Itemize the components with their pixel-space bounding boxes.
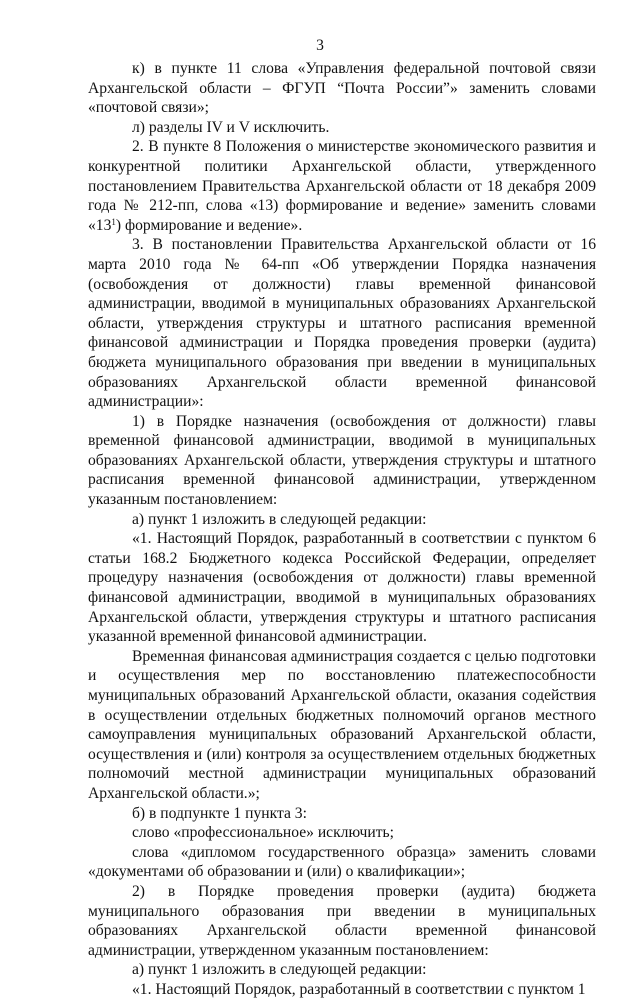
paragraph-section-2-tail: ) формирование и ведение». bbox=[115, 216, 303, 234]
paragraph-item-a: а) пункт 1 изложить в следующей редакции: bbox=[132, 510, 427, 528]
paragraph-item-k: к) в пункте 11 слова «Управления федеральной почтовой связи Архангельской области – ФГУП “Почта России”» заменить словами «почтовой связи»; bbox=[88, 60, 596, 117]
paragraph-quote-point-1: «1. Настоящий Порядок, разработанный в соответствии с пунктом 6 статьи 168.2 Бюджетного кодекса Российской Федерации, определяет процедуру назначения (освобождения от должности) главы временной финансовой администрации, вводимой в муниципальных образованиях Архангельской области, утверждения структуры и штатного расписания указанной временной финансовой администрации. bbox=[88, 530, 596, 646]
paragraph-item-a-2: а) пункт 1 изложить в следующей редакции: bbox=[132, 961, 427, 979]
document-body bbox=[88, 59, 596, 1000]
paragraph-quote-point-1-2: «1. Настоящий Порядок, разработанный в соответствии с пунктом 1 bbox=[132, 980, 586, 998]
paragraph-temporary-administration: Временная финансовая администрация создается с целью подготовки и осуществления мер по восстановлению платежеспособности муниципальных образований Архангельской области, оказания содействия в осуществлении отдельных бюджетных полномочий органов местного самоуправления муниципальных образований Архангельской области, осуществления и (или) контроля за осуществлением отдельных бюджетных полномочий местной администрации муниципальных образований Архангельской области.»; bbox=[88, 647, 596, 802]
paragraph-section-2 bbox=[88, 137, 596, 235]
paragraph-word-excluded: слово «профессиональное» исключить; bbox=[132, 824, 394, 842]
superscript-one: 1 bbox=[111, 216, 116, 227]
paragraph-item-l: л) разделы IV и V исключить. bbox=[132, 118, 330, 136]
page-number: 3 bbox=[316, 37, 324, 54]
paragraph-item-b: б) в подпункте 1 пункта 3: bbox=[132, 804, 307, 822]
paragraph-subsection-1: 1) в Порядке назначения (освобождения от должности) главы временной финансовой администрации, вводимой в муниципальных образованиях Архангельской области, утверждения структуры и штатного расписания временной финансовой администрации, утвержденном указанным постановлением: bbox=[88, 412, 596, 509]
paragraph-words-replaced: слова «дипломом государственного образца» заменить словами «документами об образовании и (или) о квалификации»; bbox=[88, 843, 596, 881]
paragraph-section-3: 3. В постановлении Правительства Архангельской области от 16 марта 2010 года № 64-пп «Об утверждении Порядка назначения (освобождения от должности) главы временной финансовой администрации, вводимой в муниципальных образованиях Архангельской области, утверждения структуры и штатного расписания временной финансовой администрации и Порядка проведения проверки (аудита) бюджета муниципального образования при введении в муниципальных образованиях Архангельской области временной финансовой администрации»: bbox=[88, 236, 596, 411]
paragraph-subsection-2: 2) в Порядке проведения проверки (аудита) бюджета муниципального образования при введении в муниципальных образованиях Архангельской области временной финансовой администрации, утвержденном указанным постановлением: bbox=[88, 882, 596, 959]
paragraph-section-2-text: 2. В пункте 8 Положения о министерстве экономического развития и конкурентной политики Архангельской области, утвержденного постановлением Правительства Архангельской области от 18 декабря 2009 года № 212-пп, слова «13) формирование и ведение» заменить словами «13 bbox=[88, 138, 596, 234]
